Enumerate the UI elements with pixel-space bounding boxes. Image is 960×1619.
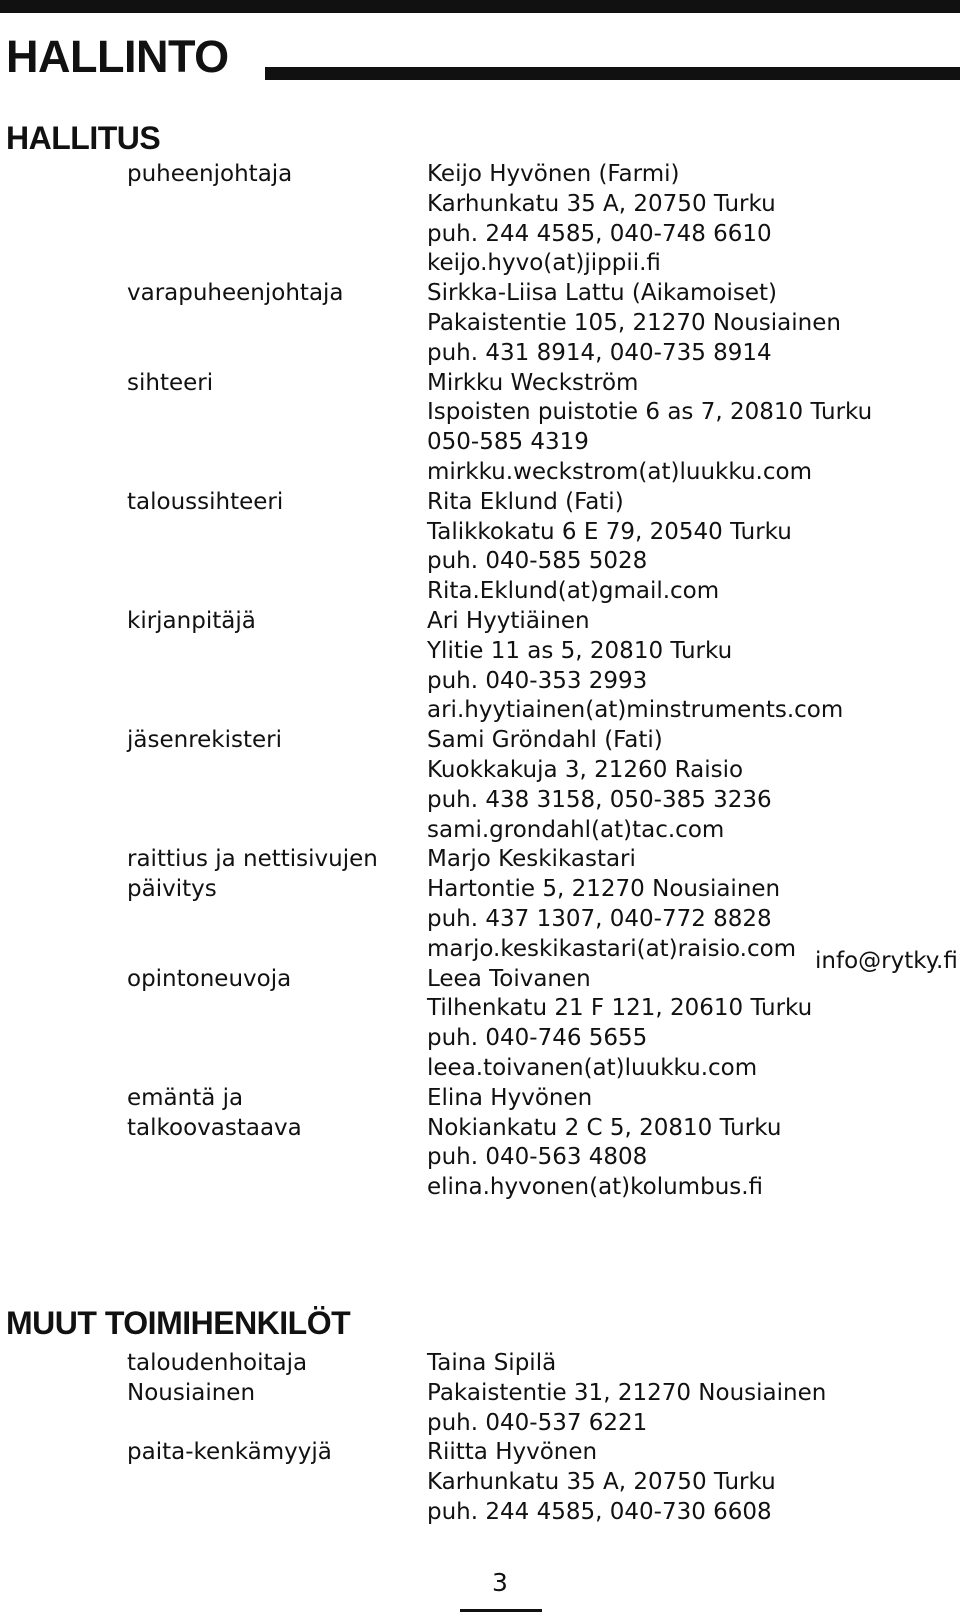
contact-address: Karhunkatu 35 A, 20750 Turku [427,1469,776,1496]
contact-phone: 050-585 4319 [427,429,589,456]
entry-jasenrekisteri [0,726,960,845]
contact-phone: puh. 438 3158, 050-385 3236 [427,786,772,813]
entry-paita-kenkamyyja [0,1438,960,1527]
role-label [0,1349,427,1409]
contact-email: keijo.hyvo(at)jippii.fi [427,250,661,277]
top-rule [0,0,960,13]
contact-address: Kuokkakuja 3, 21260 Raisio [427,756,744,783]
contact-name: Rita Eklund (Fati) [427,488,624,515]
role-label [0,279,427,309]
muut-entries [0,1349,960,1528]
contact-name: Mirkku Weckström [427,369,639,396]
page-title: HALLINTO [6,31,229,82]
entry-kirjanpitaja [0,607,960,726]
role-line: sihteeri [127,369,214,396]
role-line: varapuheenjohtaja [127,280,344,307]
hallitus-entries [0,160,960,1203]
contact-info [427,1438,960,1527]
role-label [0,607,427,637]
contact-email: leea.toivanen(at)luukku.com [427,1054,758,1081]
contact-address: Ylitie 11 as 5, 20810 Turku [427,637,733,664]
role-line: paita-kenkämyyjä [127,1439,332,1466]
contact-address: Talikkokatu 6 E 79, 20540 Turku [427,518,792,545]
contact-name: Leea Toivanen [427,965,591,992]
section-heading-muut: MUUT TOIMIHENKILÖT [6,1305,351,1341]
contact-name: Riitta Hyvönen [427,1439,598,1466]
contact-phone: puh. 040-746 5655 [427,1025,648,1052]
entry-varapuheenjohtaja [0,279,960,368]
contact-phone: puh. 040-563 4808 [427,1144,648,1171]
role-label [0,369,427,399]
role-label [0,160,427,190]
role-line: taloudenhoitaja [127,1350,308,1376]
role-label [0,845,427,905]
role-line: raittius ja nettisivujen [127,846,378,873]
contact-info [427,488,960,607]
entry-sihteeri [0,369,960,488]
contact-phone: puh. 040-353 2993 [427,667,648,694]
contact-address: Nokiankatu 2 C 5, 20810 Turku [427,1114,782,1141]
contact-phone: puh. 431 8914, 040-735 8914 [427,339,772,366]
entry-puheenjohtaja [0,160,960,279]
contact-info [427,1349,960,1438]
title-rule [265,67,960,80]
contact-address: Pakaistentie 105, 21270 Nousiainen [427,309,841,336]
contact-name: Sirkka-Liisa Lattu (Aikamoiset) [427,280,777,307]
contact-email: elina.hyvonen(at)kolumbus.fi [427,1174,764,1201]
role-line: opintoneuvoja [127,965,292,992]
contact-name: Taina Sipilä [427,1350,557,1376]
role-line: emäntä ja [127,1084,244,1111]
extra-email: info@rytky.fi [815,948,958,974]
contact-info [427,965,960,1084]
entry-emanta [0,1084,960,1203]
role-label [0,965,427,995]
contact-name: Marjo Keskikastari [427,846,636,873]
contact-name: Elina Hyvönen [427,1084,593,1111]
contact-address: Karhunkatu 35 A, 20750 Turku [427,190,776,217]
section-heading-hallitus: HALLITUS [6,120,161,156]
role-line: Nousiainen [127,1379,256,1406]
contact-info [427,726,960,845]
contact-info [427,607,960,726]
contact-name: Ari Hyytiäinen [427,607,590,634]
contact-address: Pakaistentie 31, 21270 Nousiainen [427,1379,827,1406]
role-label [0,1438,427,1468]
role-line: puheenjohtaja [127,161,293,187]
contact-phone: puh. 040-537 6221 [427,1409,648,1436]
contact-info [427,369,960,488]
contact-email: marjo.keskikastari(at)raisio.com [427,935,797,962]
contact-address: Hartontie 5, 21270 Nousiainen [427,876,781,903]
page-number-rule [460,1609,542,1612]
entry-taloudenhoitaja [0,1349,960,1438]
role-label [0,1084,427,1144]
contact-phone: puh. 437 1307, 040-772 8828 [427,905,772,932]
contact-email: sami.grondahl(at)tac.com [427,816,725,843]
contact-email: Rita.Eklund(at)gmail.com [427,578,720,605]
contact-info [427,160,960,279]
contact-email: ari.hyytiainen(at)minstruments.com [427,697,844,724]
contact-phone: puh. 244 4585, 040-730 6608 [427,1498,772,1525]
contact-address: Tilhenkatu 21 F 121, 20610 Turku [427,995,813,1022]
role-label [0,488,427,518]
role-line: päivitys [127,876,217,903]
role-label [0,726,427,756]
entry-taloussihteeri [0,488,960,607]
page-number: 3 [492,1568,508,1597]
contact-info [427,279,960,368]
role-line: talkoovastaava [127,1114,302,1141]
contact-email: mirkku.weckstrom(at)luukku.com [427,458,812,485]
entry-opintoneuvoja [0,965,960,1084]
contact-name: Keijo Hyvönen (Farmi) [427,161,680,187]
contact-info [427,1084,960,1203]
role-line: kirjanpitäjä [127,607,256,634]
contact-name: Sami Gröndahl (Fati) [427,727,663,754]
contact-address: Ispoisten puistotie 6 as 7, 20810 Turku [427,399,873,426]
role-line: taloussihteeri [127,488,284,515]
contact-phone: puh. 040-585 5028 [427,548,648,575]
role-line: jäsenrekisteri [127,727,283,754]
contact-phone: puh. 244 4585, 040-748 6610 [427,220,772,247]
